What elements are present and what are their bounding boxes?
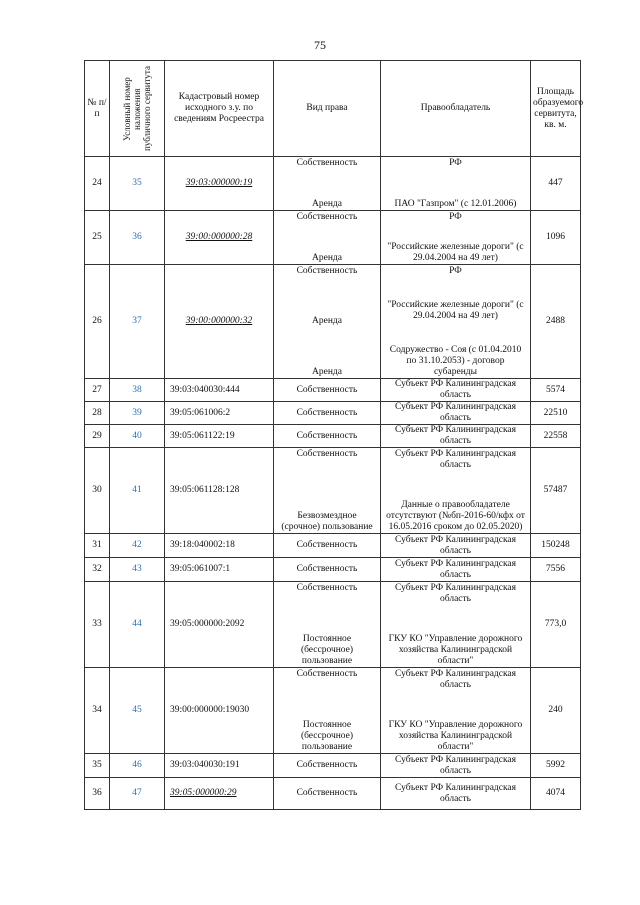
owner-entry: РФ — [449, 265, 462, 276]
servitude-area: 4074 — [531, 778, 581, 810]
owner-entry: РФ — [449, 211, 462, 222]
owner-entry: ГКУ КО "Управление дорожного хозяйства Калининградской области" — [388, 633, 523, 666]
owner-cell — [381, 211, 531, 265]
owner-stack — [384, 212, 527, 264]
table-row — [85, 379, 581, 402]
servitude-number: 41 — [110, 448, 165, 534]
owner-cell: Субъект РФ Калининградская область — [381, 534, 531, 558]
table-row — [85, 668, 581, 754]
table-row — [85, 211, 581, 265]
owner-entry: ГКУ КО "Управление дорожного хозяйства Калининградской области" — [388, 719, 523, 752]
owner-cell: Субъект РФ Калининградская область — [381, 425, 531, 448]
servitude-number: 42 — [110, 534, 165, 558]
right-entry: Собственность — [296, 668, 358, 679]
header-area: Площадь образуемого сервитута, кв. м. — [531, 61, 581, 157]
cadastral-number: 39:00:000000:32 — [165, 265, 274, 379]
header-cad: Кадастровый номер исходного з.у. по сведениям Росреестра — [165, 61, 274, 157]
cadastral-number: 39:03:000000:19 — [165, 157, 274, 211]
servitude-number: 37 — [110, 265, 165, 379]
header-cond-text: Условный номер наложения публичного сервитута — [122, 66, 152, 151]
row-number: 29 — [85, 425, 110, 448]
servitude-number: 38 — [110, 379, 165, 402]
cadastral-number: 39:03:040030:191 — [165, 754, 274, 778]
cadastral-number: 39:05:000000:2092 — [165, 582, 274, 668]
owner-entry: РФ — [449, 157, 462, 168]
cadastral-number: 39:03:040030:444 — [165, 379, 274, 402]
owner-cell — [381, 265, 531, 379]
owner-cell — [381, 157, 531, 211]
header-num: № п/п — [85, 61, 110, 157]
rights-cell — [274, 211, 381, 265]
table-row — [85, 157, 581, 211]
right-entry: Собственность — [296, 211, 358, 222]
right-entry: Собственность — [296, 265, 358, 276]
right-entry: Аренда — [312, 252, 342, 263]
header-right: Вид права — [274, 61, 381, 157]
rights-cell — [274, 265, 381, 379]
owner-entry: Субъект РФ Калининградская область — [394, 448, 517, 470]
right-stack — [277, 266, 377, 378]
servitude-number: 47 — [110, 778, 165, 810]
cadastral-number: 39:05:061122:19 — [165, 425, 274, 448]
table-body — [85, 157, 581, 810]
servitude-area: 22510 — [531, 402, 581, 425]
servitude-number: 44 — [110, 582, 165, 668]
servitude-number: 40 — [110, 425, 165, 448]
rights-cell: Собственность — [274, 402, 381, 425]
owner-stack — [384, 266, 527, 378]
table-row — [85, 778, 581, 810]
table-row — [85, 448, 581, 534]
servitude-area: 447 — [531, 157, 581, 211]
rights-cell: Собственность — [274, 558, 381, 582]
owner-cell: Субъект РФ Калининградская область — [381, 379, 531, 402]
right-entry: Постоянное (бессрочное) пользование — [300, 633, 354, 666]
right-stack — [277, 583, 377, 667]
row-number: 27 — [85, 379, 110, 402]
owner-entry: Субъект РФ Калининградская область — [394, 668, 517, 690]
rights-cell — [274, 668, 381, 754]
right-stack — [277, 669, 377, 753]
right-stack — [277, 212, 377, 264]
owner-cell — [381, 448, 531, 534]
owner-stack — [384, 669, 527, 753]
servitude-area: 773,0 — [531, 582, 581, 668]
rights-cell: Собственность — [274, 379, 381, 402]
cadastral-number: 39:05:061128:128 — [165, 448, 274, 534]
row-number: 33 — [85, 582, 110, 668]
servitude-number: 35 — [110, 157, 165, 211]
servitude-area: 7556 — [531, 558, 581, 582]
owner-entry: "Российские железные дороги" (с 29.04.2004 на 49 лет) — [387, 299, 524, 321]
servitude-area: 1096 — [531, 211, 581, 265]
servitude-area: 150248 — [531, 534, 581, 558]
cadastral-number: 39:05:061007:1 — [165, 558, 274, 582]
right-stack — [277, 449, 377, 533]
owner-cell: Субъект РФ Калининградская область — [381, 558, 531, 582]
table-row — [85, 402, 581, 425]
right-entry: Аренда — [312, 316, 342, 326]
right-entry: Аренда — [312, 366, 342, 377]
owner-cell: Субъект РФ Калининградская область — [381, 402, 531, 425]
row-number: 26 — [85, 265, 110, 379]
right-entry: Безвозмездное (срочное) пользование — [281, 510, 373, 532]
owner-entry: ПАО "Газпром" (с 12.01.2006) — [394, 198, 517, 209]
owner-entry: Содружество - Соя (с 01.04.2010 по 31.10.2053) - договор субаренды — [389, 344, 522, 377]
owner-cell: Субъект РФ Калининградская область — [381, 754, 531, 778]
cadastral-number: 39:05:000000:29 — [165, 778, 274, 810]
servitude-table — [84, 60, 584, 810]
table-row — [85, 754, 581, 778]
owner-entry: "Российские железные дороги" (с 29.04.2004 на 49 лет) — [387, 241, 524, 263]
row-number: 31 — [85, 534, 110, 558]
header-owner: Правообладатель — [381, 61, 531, 157]
right-entry: Аренда — [312, 198, 342, 209]
row-number: 35 — [85, 754, 110, 778]
table-row — [85, 425, 581, 448]
rights-cell: Собственность — [274, 754, 381, 778]
servitude-number: 36 — [110, 211, 165, 265]
row-number: 25 — [85, 211, 110, 265]
servitude-area: 240 — [531, 668, 581, 754]
servitude-number: 39 — [110, 402, 165, 425]
header-row — [85, 61, 581, 157]
row-number: 30 — [85, 448, 110, 534]
rights-cell — [274, 157, 381, 211]
cadastral-number: 39:18:040002:18 — [165, 534, 274, 558]
row-number: 34 — [85, 668, 110, 754]
servitude-number: 45 — [110, 668, 165, 754]
table-row — [85, 558, 581, 582]
row-number: 24 — [85, 157, 110, 211]
servitude-number: 46 — [110, 754, 165, 778]
right-entry: Собственность — [296, 157, 358, 168]
owner-entry: Субъект РФ Калининградская область — [394, 582, 517, 604]
owner-stack — [384, 449, 527, 533]
header-cond — [110, 61, 165, 157]
servitude-area: 2488 — [531, 265, 581, 379]
owner-stack — [384, 583, 527, 667]
right-stack — [277, 158, 377, 210]
cadastral-number: 39:00:000000:28 — [165, 211, 274, 265]
rights-cell: Собственность — [274, 425, 381, 448]
servitude-area: 5574 — [531, 379, 581, 402]
table-row — [85, 582, 581, 668]
servitude-area: 22558 — [531, 425, 581, 448]
rights-cell — [274, 448, 381, 534]
row-number: 32 — [85, 558, 110, 582]
servitude-number: 43 — [110, 558, 165, 582]
table-row — [85, 534, 581, 558]
row-number: 36 — [85, 778, 110, 810]
rights-cell: Собственность — [274, 534, 381, 558]
owner-cell — [381, 582, 531, 668]
row-number: 28 — [85, 402, 110, 425]
servitude-area: 57487 — [531, 448, 581, 534]
page-number: 75 — [314, 38, 326, 52]
cadastral-number: 39:05:061006:2 — [165, 402, 274, 425]
rights-cell — [274, 582, 381, 668]
owner-entry: Данные о правообладателе отсутствуют (№бп-2016-60/кфх от 16.05.2016 сроком до 02.05.2020) — [386, 499, 525, 532]
right-entry: Собственность — [296, 582, 358, 593]
table-row — [85, 265, 581, 379]
right-entry: Постоянное (бессрочное) пользование — [300, 719, 354, 752]
owner-stack — [384, 158, 527, 210]
owner-cell — [381, 668, 531, 754]
servitude-area: 5992 — [531, 754, 581, 778]
owner-cell: Субъект РФ Калининградская область — [381, 778, 531, 810]
rights-cell: Собственность — [274, 778, 381, 810]
cadastral-number: 39:00:000000:19030 — [165, 668, 274, 754]
right-entry: Собственность — [296, 448, 358, 459]
